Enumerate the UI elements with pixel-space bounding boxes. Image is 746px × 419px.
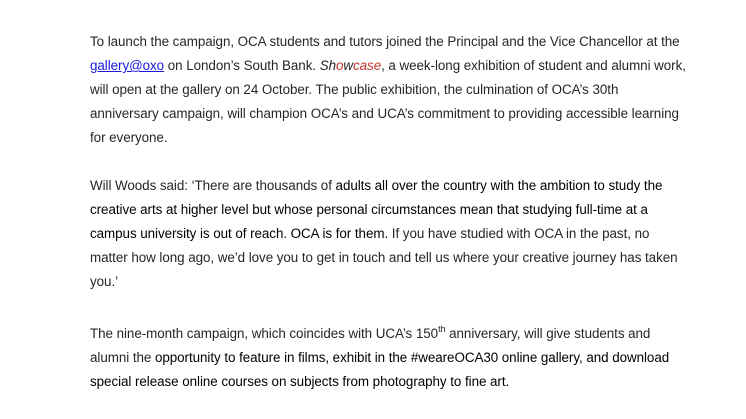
paragraph-2-text-c: If you have studied with OCA in the past, no matter how long ago, we’d love you to get in touch and tell us where your creative journey has taken you.’ xyxy=(90,226,678,289)
showcase-part-4: case xyxy=(353,58,382,73)
paragraph-1-text-b: on London’s South Bank. xyxy=(164,58,320,73)
paragraph-1-text-c: , a week-long exhibition of student and alumni work, will open at the gallery on 24 October. The public exhibition, the culmination of OCA’s 30th anniversary campaign, will champion OCA’s and UCA’s commitment to providing accessible learning for everyone. xyxy=(90,58,686,145)
showcase-part-1: Sh xyxy=(319,58,336,73)
gallery-oxo-link[interactable]: gallery@oxo xyxy=(90,58,165,73)
showcase-part-2: o xyxy=(335,58,344,73)
paragraph-1-text-a: To launch the campaign, OCA students and tutors joined the Principal and the Vice Chancellor at the xyxy=(90,34,680,49)
paragraph-launch xyxy=(90,30,690,150)
paragraph-quote xyxy=(90,174,690,294)
paragraph-3-text-c: opportunity to feature in films, exhibit in the #weareOCA30 online gallery, and download special release online courses on subjects from photography to fine art. xyxy=(90,350,670,389)
paragraph-2-text-a: Will Woods said: ‘There are thousands of xyxy=(90,178,336,193)
paragraph-2-text-b: adults all over the country with the ambition to study the creative arts at higher level but whose personal circumstances mean that studying full-time at a campus university is out of reach. OCA is for them. xyxy=(90,178,663,241)
paragraph-3-text-a: The nine-month campaign, which coincides with UCA’s 150 xyxy=(90,326,439,341)
superscript-th: th xyxy=(438,323,446,334)
paragraph-3-text-b: anniversary, will give students and alumni the xyxy=(90,326,651,365)
showcase-part-3: w xyxy=(343,58,353,73)
paragraph-campaign xyxy=(90,322,690,394)
